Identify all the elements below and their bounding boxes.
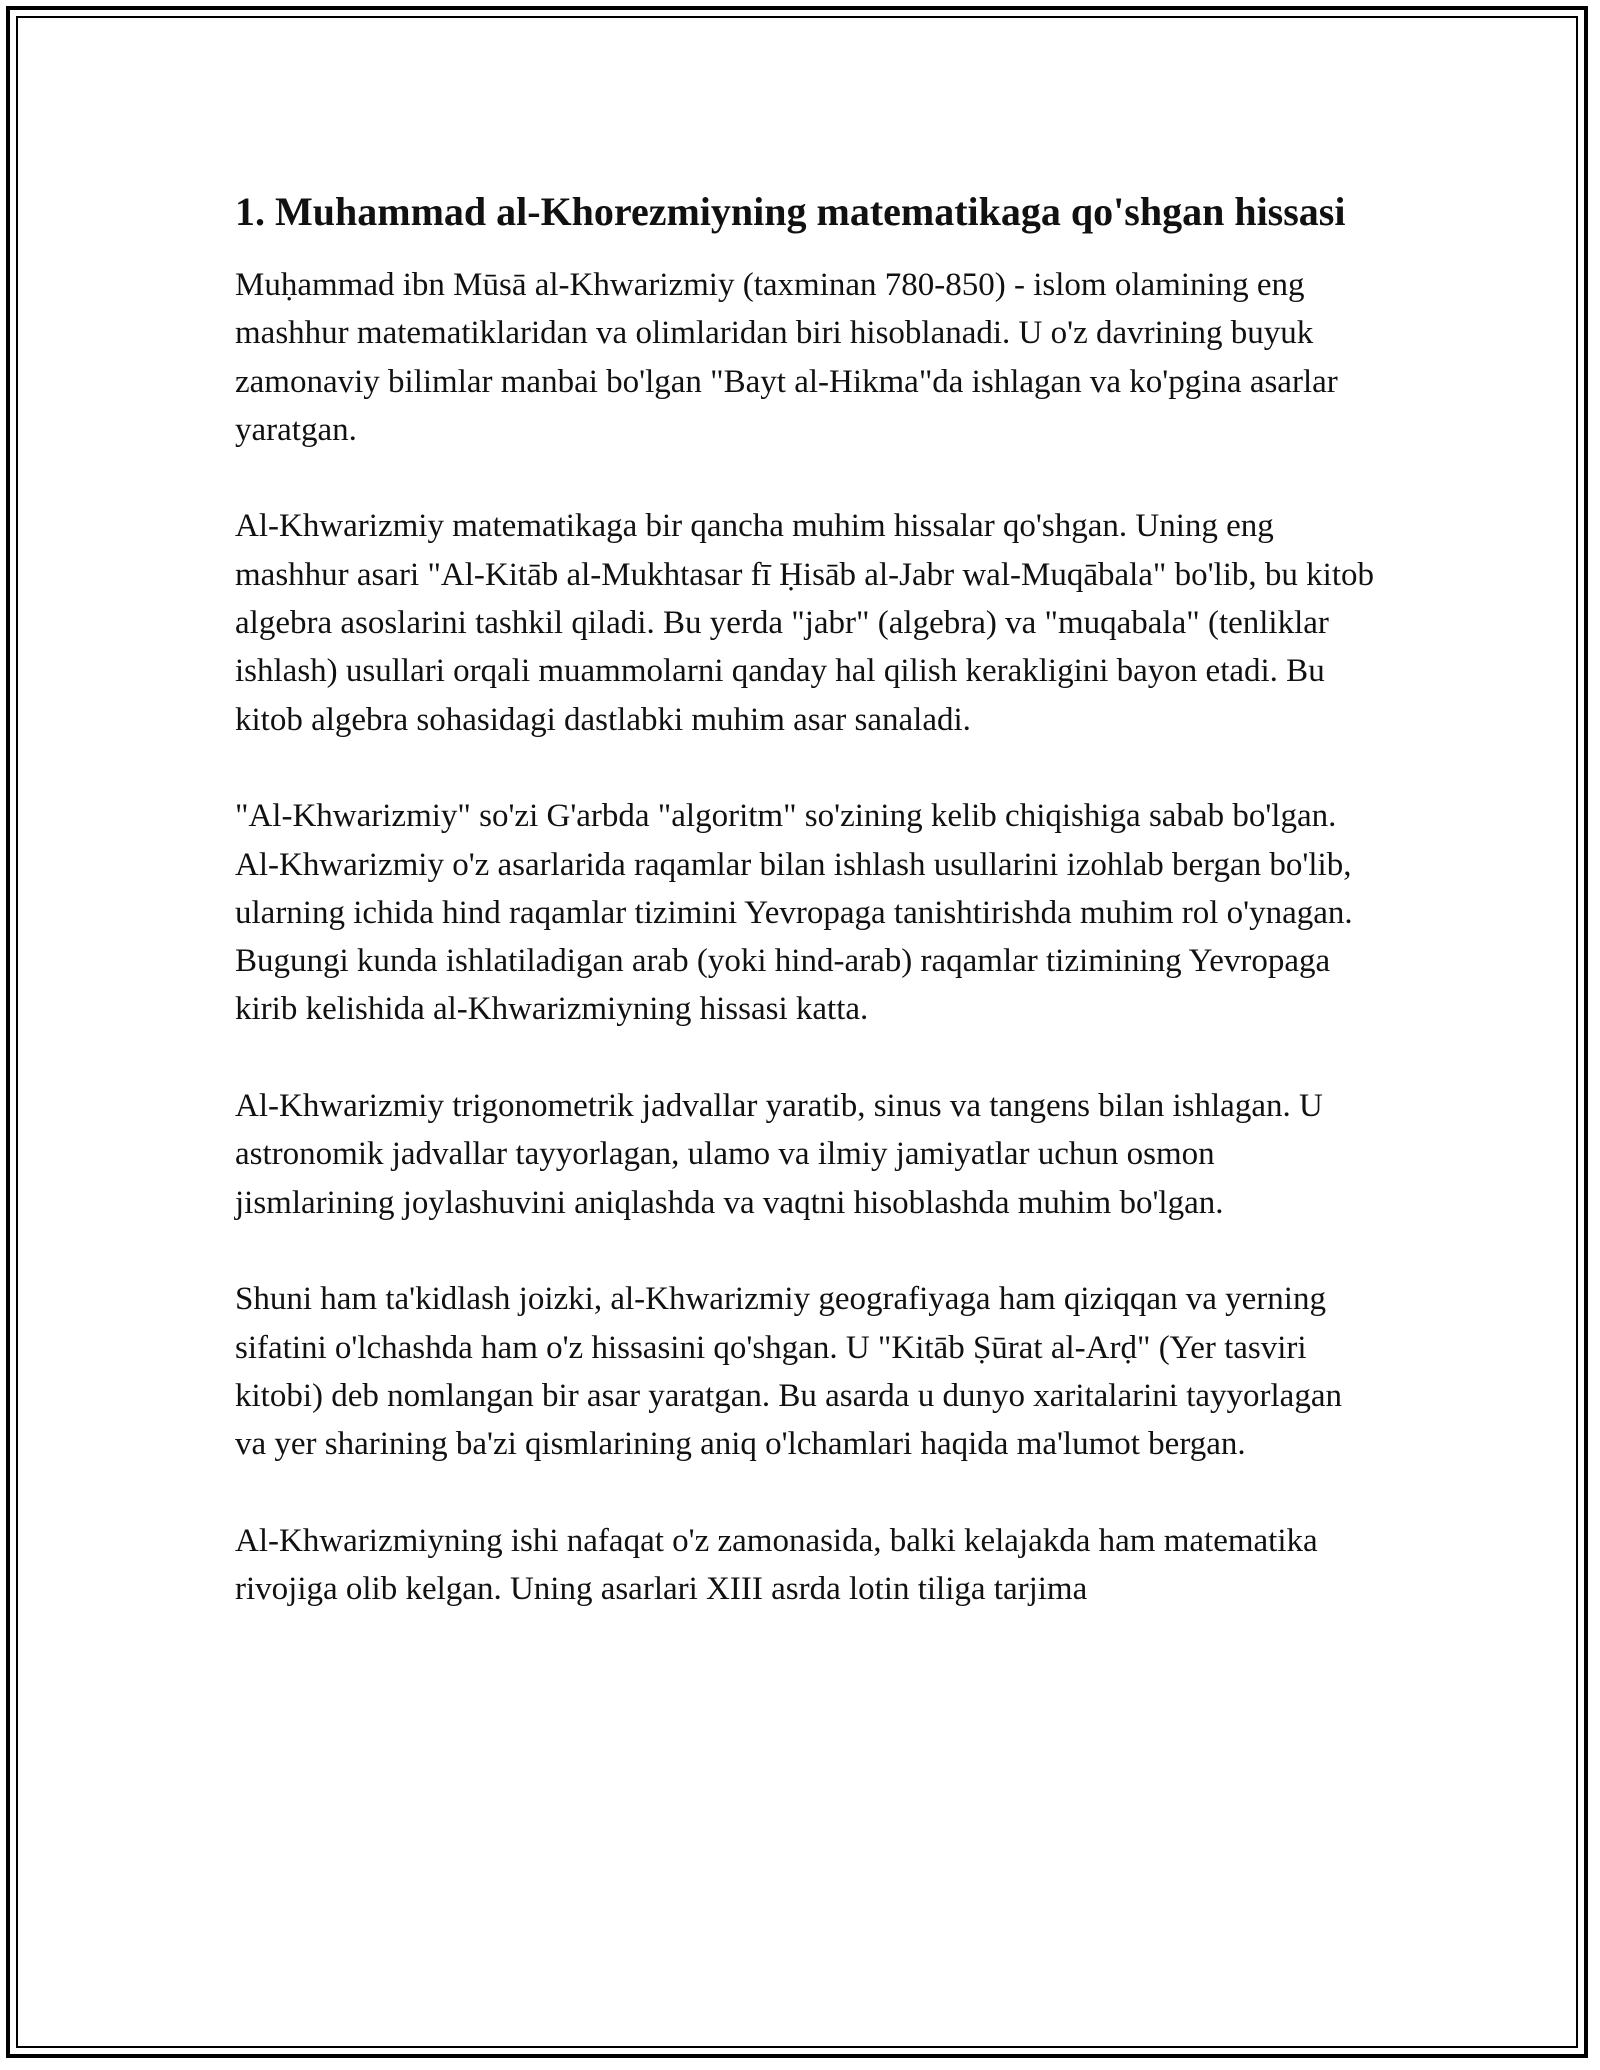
paragraph-algorithm: "Al-Khwarizmiy" so'zi G'arbda "algoritm" so'zining kelib chiqishiga sabab bo'lgan. Al-Khwarizmiy o'z asarlarida raqamlar bilan ishlash usullarini izohlab bergan bo'lib, ularning ichida hind raqamlar tizimini Yevropaga tanishtirishda muhim rol o'ynagan. Bugungi kunda ishlatiladigan arab (yoki hind-arab) raqamlar tizimining Yevropaga kirib kelishida al-Khwarizmiyning hissasi katta. (235, 798, 1353, 1028)
document-body (235, 185, 1375, 1662)
paragraph-legacy: Al-Khwarizmiyning ishi nafaqat o'z zamonasida, balki kelajakda ham matematika rivojiga olib kelgan. Uning asarlari XIII asrda lotin tiliga tarjima (235, 1522, 1318, 1608)
document-heading: 1. Muhammad al-Khorezmiyning matematikaga qo'shgan hissasi (235, 189, 1346, 234)
paragraph-trigonometry: Al-Khwarizmiy trigonometrik jadvallar yaratib, sinus va tangens bilan ishlagan. U astronomik jadvallar tayyorlagan, ulamo va ilmiy jamiyatlar uchun osmon jismlarining joylashuvini aniqlashda va vaqtni hisoblashda muhim bo'lgan. (235, 1088, 1323, 1221)
paragraph-intro: Muḥammad ibn Mūsā al-Khwarizmiy (taxminan 780-850) - islom olamining eng mashhur matematiklaridan va olimlaridan biri hisoblanadi. U o'z davrining buyuk zamonaviy bilimlar manbai bo'lgan "Bayt al-Hikma"da ishlagan va ko'pgina asarlar yaratgan. (235, 267, 1338, 448)
paragraph-algebra: Al-Khwarizmiy matematikaga bir qancha muhim hissalar qo'shgan. Uning eng mashhur asari "Al-Kitāb al-Mukhtasar fī Ḥisāb al-Jabr wal-Muqābala" bo'lib, bu kitob algebra asoslarini tashkil qiladi. Bu yerda "jabr" (algebra) va "muqabala" (tenliklar ishlash) usullari orqali muammolarni qanday hal qilish kerakligini bayon etadi. Bu kitob algebra sohasidagi dastlabki muhim asar sanaladi. (235, 508, 1375, 738)
paragraph-geography: Shuni ham ta'kidlash joizki, al-Khwarizmiy geografiyaga ham qiziqqan va yerning sifatini o'lchashda ham o'z hissasini qo'shgan. U "Kitāb Ṣūrat al-Arḍ" (Yer tasviri kitobi) deb nomlangan bir asar yaratgan. Bu asarda u dunyo xaritalarini tayyorlagan va yer sharining ba'zi qismlarining aniq o'lchamlari haqida ma'lumot bergan. (235, 1281, 1342, 1463)
